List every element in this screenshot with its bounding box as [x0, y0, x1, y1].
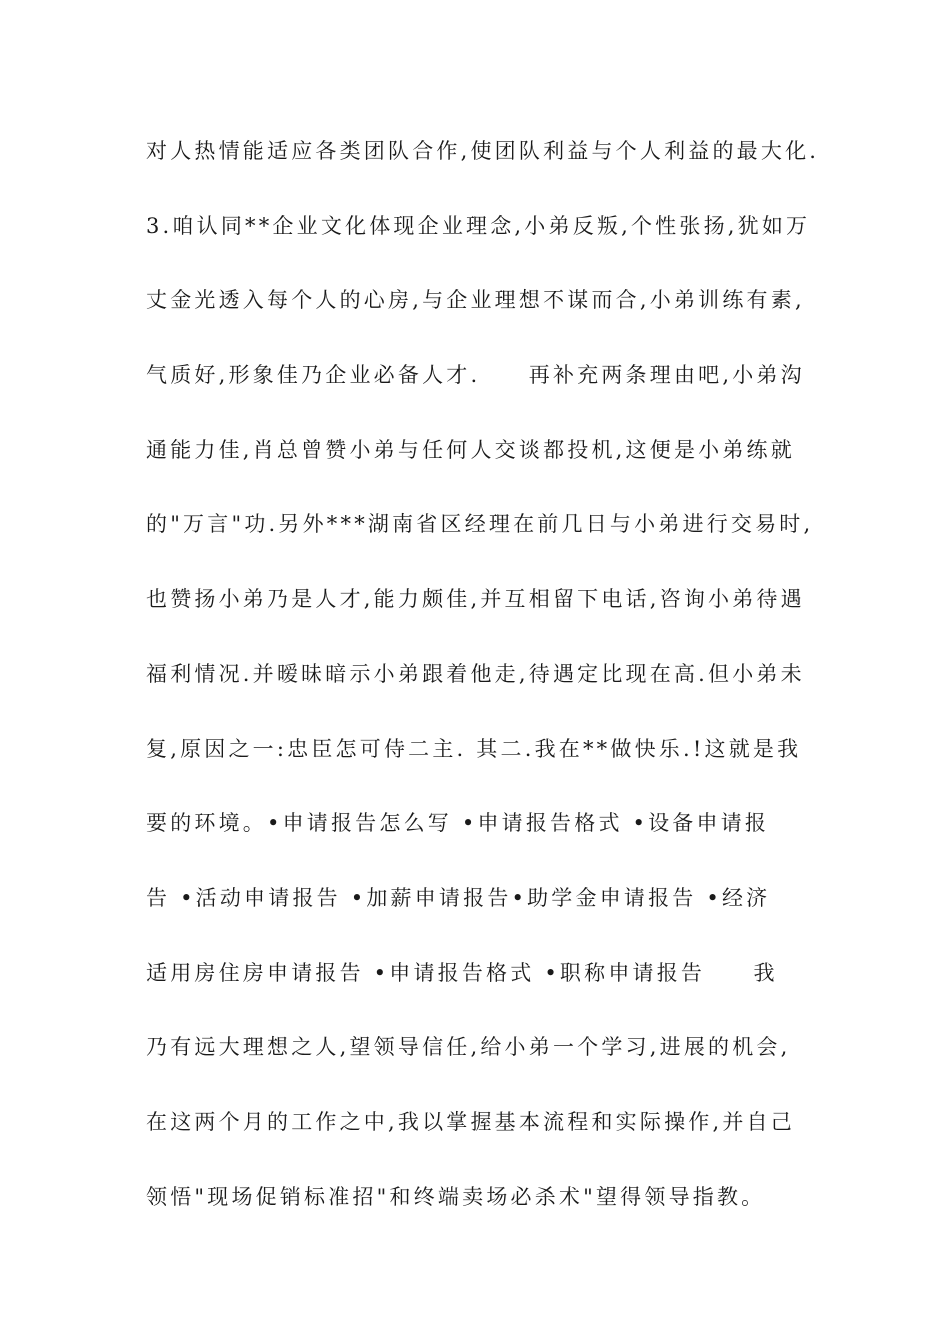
text-line: 3.咱认同**企业文化体现企业理念,小弟反叛,个性张扬,犹如万: [146, 213, 811, 238]
text-line: 要的环境。•申请报告怎么写 •申请报告格式 •设备申请报: [146, 811, 770, 836]
text-line: 适用房住房申请报告 •申请报告格式 •职称申请报告 我: [146, 960, 778, 985]
text-line: 气质好,形象佳乃企业必备人才. 再补充两条理由吧,小弟沟: [146, 363, 805, 388]
body-text: [146, 128, 826, 1248]
text-line: 乃有远大理想之人,望领导信任,给小弟一个学习,进展的机会,: [146, 1035, 791, 1060]
text-line: 领悟"现场促销标准招"和终端卖场必杀术"望得领导指教。: [146, 1184, 766, 1209]
text-line: 复,原因之一:忠臣怎可侍二主. 其二.我在**做快乐.!这就是我: [146, 736, 802, 761]
text-line: 也赞扬小弟乃是人才,能力颇佳,并互相留下电话,咨询小弟待遇: [146, 587, 805, 612]
text-line: 通能力佳,肖总曾赞小弟与任何人交谈都投机,这便是小弟练就: [146, 437, 795, 462]
text-line: 告 •活动申请报告 •加薪申请报告•助学金申请报告 •经济: [146, 885, 771, 910]
text-line: 对人热情能适应各类团队合作,使团队利益与个人利益的最大化.: [146, 139, 820, 163]
text-line: 丈金光透入每个人的心房,与企业理想不谋而合,小弟训练有素,: [146, 288, 805, 313]
text-line: 在这两个月的工作之中,我以掌握基本流程和实际操作,并自己: [146, 1109, 795, 1134]
text-line: 的"万言"功.另外***湖南省区经理在前几日与小弟进行交易时,: [146, 512, 814, 537]
text-line: 福利情况.并暧昧暗示小弟跟着他走,待遇定比现在高.但小弟未: [146, 661, 805, 686]
